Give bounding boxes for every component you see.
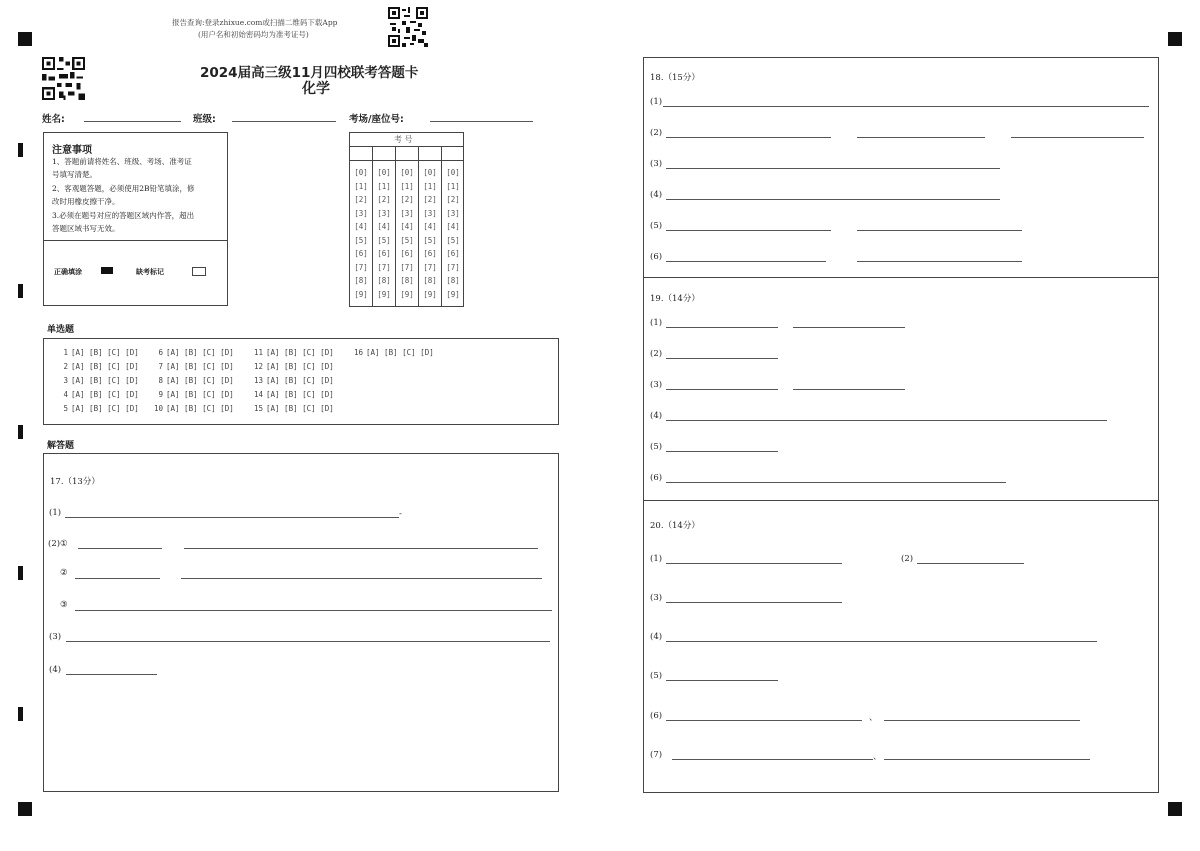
mcq-question-number: 14 [253,390,263,399]
mcq-options[interactable]: [A] [B] [C] [D] [166,362,234,371]
q20-answer-line[interactable] [884,720,1080,721]
mcq-options[interactable]: [A] [B] [C] [D] [266,404,334,413]
q18-answer-line[interactable] [666,168,1000,169]
q19-answer-line[interactable] [793,327,905,328]
q19-answer-line[interactable] [793,389,905,390]
q20-answer-line[interactable] [884,759,1090,760]
q17-part-label: (1) [49,508,62,518]
q18-answer-line[interactable] [857,137,985,138]
mcq-question-row[interactable] [58,362,139,371]
exam-title: 2024届高三级11月四校联考答题卡 [200,65,419,81]
q18-answer-line[interactable] [1011,137,1144,138]
notice-line: 号填写清楚。 [52,170,97,179]
notice-line: 改时用橡皮擦干净。 [52,197,120,206]
notice-line: 答题区域书写无效。 [52,224,120,233]
q19-answer-line[interactable] [666,420,1107,421]
correct-fill-sample [101,267,113,274]
q18-part-label: (4) [650,190,663,200]
q19-answer-line[interactable] [666,482,1006,483]
q17-answer-line[interactable] [65,517,399,518]
q19-title: 19.（14分） [650,294,700,304]
q18-answer-line[interactable] [857,261,1022,262]
q20-answer-line[interactable] [666,563,842,564]
timing-mark [18,707,23,721]
name-field[interactable] [84,121,181,122]
q18-q19-divider [644,277,1158,278]
q17-answer-line[interactable] [184,548,538,549]
q18-title: 18.（15分） [650,73,700,83]
q20-answer-line[interactable] [666,680,778,681]
mcq-question-row[interactable] [153,362,234,371]
mcq-options[interactable]: [A] [B] [C] [D] [266,390,334,399]
notice-title: 注意事项 [52,145,92,156]
room-seat-field[interactable] [430,121,533,122]
q20-part-label: (5) [650,671,663,681]
correct-fill-label: 正确填涂 [54,268,82,276]
exam-digit-column[interactable]: [0] [1] [2] [3] [4] [5] [6] [7] [8] [9] [377,168,391,299]
q18-part-label: (6) [650,252,663,262]
mcq-question-row[interactable] [253,376,334,385]
q17-part-label: (4) [49,665,62,675]
mcq-question-number: 16 [353,348,363,357]
mcq-question-row[interactable] [58,404,139,413]
q17-trail-mark: - [399,509,402,519]
q20-separator: 、 [869,713,878,723]
mcq-question-row[interactable] [58,348,139,357]
q18-part-label: (2) [650,128,663,138]
notice-divider [44,240,227,241]
mcq-question-number: 9 [158,390,163,399]
q20-part-label: (7) [650,750,663,760]
timing-mark [18,143,23,157]
q20-part-label: (6) [650,711,663,721]
mcq-question-row[interactable] [353,348,434,357]
registration-mark-bottom-left [18,802,32,816]
mcq-question-number: 3 [63,376,68,385]
name-label: 姓名: [42,114,65,125]
mcq-options[interactable]: [A] [B] [C] [D] [166,390,234,399]
notice-line: 3.必须在题号对应的答题区域内作答，超出 [52,211,195,220]
class-field[interactable] [232,121,336,122]
qr-code-card[interactable] [42,57,85,100]
mcq-options[interactable]: [A] [B] [C] [D] [366,348,434,357]
mcq-question-number: 15 [253,404,263,413]
q17-title: 17.（13分） [50,477,100,487]
q19-part-label: (6) [650,473,663,483]
q19-q20-divider [644,500,1158,501]
exam-digit-column[interactable]: [0] [1] [2] [3] [4] [5] [6] [7] [8] [9] [400,168,414,299]
q20-title: 20.（14分） [650,521,700,531]
mcq-question-row[interactable] [153,404,234,413]
mcq-options[interactable]: [A] [B] [C] [D] [71,348,139,357]
q18-part-label: (1) [650,97,663,107]
timing-mark [18,566,23,580]
report-query-note: (用户名和初始密码均为准考证号) [198,30,309,39]
q17-box [43,453,559,792]
q19-part-label: (3) [650,380,663,390]
mcq-question-row[interactable] [253,348,334,357]
mcq-question-row[interactable] [58,390,139,399]
notice-line: 2、客观题答题，必须使用2B铅笔填涂，修 [52,184,195,193]
absent-mark-label: 缺考标记 [136,268,164,276]
q19-part-label: (2) [650,349,663,359]
mcq-question-number: 2 [63,362,68,371]
mcq-question-row[interactable] [153,348,234,357]
absent-mark-checkbox[interactable] [192,267,206,276]
q18-answer-line[interactable] [666,199,1000,200]
mcq-question-number: 8 [158,376,163,385]
right-answer-area [643,57,1159,793]
q19-answer-line[interactable] [666,389,778,390]
q19-part-label: (4) [650,411,663,421]
mcq-options[interactable]: [A] [B] [C] [D] [71,362,139,371]
exam-number-box [349,132,464,307]
mcq-options[interactable]: [A] [B] [C] [D] [71,390,139,399]
room-seat-label: 考场/座位号: [349,114,404,125]
q18-part-label: (5) [650,221,663,231]
mcq-question-row[interactable] [153,376,234,385]
q20-part-label: (2) [901,554,914,564]
mcq-question-row[interactable] [253,390,334,399]
exam-digit-column[interactable]: [0] [1] [2] [3] [4] [5] [6] [7] [8] [9] [423,168,437,299]
exam-digit-column[interactable]: [0] [1] [2] [3] [4] [5] [6] [7] [8] [9] [354,168,368,299]
q18-answer-line[interactable] [666,230,831,231]
mcq-question-number: 6 [158,348,163,357]
q19-answer-line[interactable] [666,327,778,328]
answer-section-title: 解答题 [47,441,75,451]
timing-mark [18,425,23,439]
q18-answer-line[interactable] [666,137,831,138]
registration-mark-bottom-right [1168,802,1182,816]
mcq-options[interactable]: [A] [B] [C] [D] [71,404,139,413]
mcq-question-number: 12 [253,362,263,371]
q20-answer-line[interactable] [666,641,1097,642]
q19-answer-line[interactable] [666,451,778,452]
mcq-options[interactable]: [A] [B] [C] [D] [71,376,139,385]
mcq-question-row[interactable] [253,362,334,371]
q20-answer-line[interactable] [672,759,873,760]
subject-title: 化学 [302,81,330,97]
mcq-question-number: 5 [63,404,68,413]
mcq-options[interactable]: [A] [B] [C] [D] [166,404,234,413]
q17-part-label: ③ [60,600,68,610]
mcq-options[interactable]: [A] [B] [C] [D] [166,348,234,357]
q20-answer-line[interactable] [666,602,842,603]
mcq-question-number: 7 [158,362,163,371]
q18-answer-line[interactable] [663,106,1149,107]
q19-answer-line[interactable] [666,358,778,359]
single-choice-title: 单选题 [47,325,75,335]
mcq-options[interactable]: [A] [B] [C] [D] [266,348,334,357]
q20-answer-line[interactable] [917,563,1024,564]
q20-part-label: (1) [650,554,663,564]
mcq-question-number: 4 [63,390,68,399]
notice-box [43,132,228,306]
mcq-question-number: 10 [153,404,163,413]
q18-answer-line[interactable] [857,230,1022,231]
q17-part-label: (3) [49,632,62,642]
q17-answer-line[interactable] [181,578,542,579]
mcq-question-row[interactable] [58,376,139,385]
q20-answer-line[interactable] [666,720,862,721]
mcq-options[interactable]: [A] [B] [C] [D] [266,362,334,371]
q17-answer-line[interactable] [75,610,552,611]
mcq-question-number: 11 [253,348,263,357]
registration-mark-top-right [1168,32,1182,46]
registration-mark-top-left [18,32,32,46]
q20-part-label: (3) [650,593,663,603]
q20-part-label: (4) [650,632,663,642]
q17-answer-line[interactable] [66,674,157,675]
exam-number-title: 考 号 [394,135,413,144]
exam-digit-column[interactable]: [0] [1] [2] [3] [4] [5] [6] [7] [8] [9] [446,168,460,299]
q18-part-label: (3) [650,159,663,169]
q20-separator: 、 [873,752,882,762]
q19-part-label: (1) [650,318,663,328]
report-query-line: 报告查询:登录zhixue.com或扫描二维码下载App [172,18,338,27]
q18-answer-line[interactable] [666,261,826,262]
q17-answer-line[interactable] [66,641,550,642]
notice-line: 1、答题前请将姓名、班级、考场、准考证 [52,157,192,166]
q19-part-label: (5) [650,442,663,452]
mcq-question-number: 13 [253,376,263,385]
timing-mark [18,284,23,298]
mcq-question-number: 1 [63,348,68,357]
qr-code-top[interactable] [388,7,428,47]
q17-part-label: ② [60,568,68,578]
q17-answer-line[interactable] [78,548,162,549]
q17-answer-line[interactable] [75,578,160,579]
mcq-options[interactable]: [A] [B] [C] [D] [266,376,334,385]
q17-part-label: (2)① [48,539,68,549]
mcq-question-row[interactable] [253,404,334,413]
class-label: 班级: [193,114,216,125]
mcq-question-row[interactable] [153,390,234,399]
mcq-options[interactable]: [A] [B] [C] [D] [166,376,234,385]
